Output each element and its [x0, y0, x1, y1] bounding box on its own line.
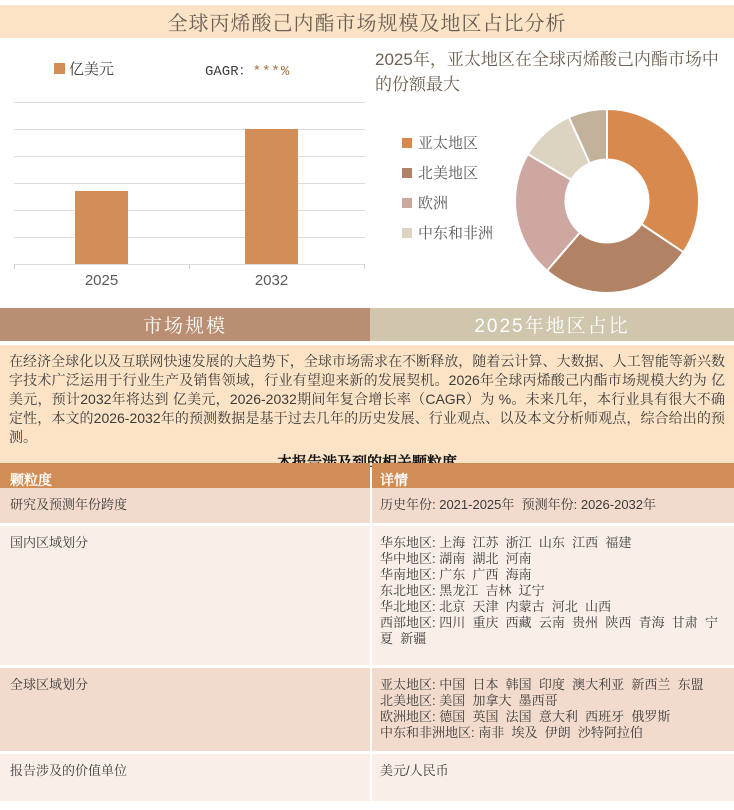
- bar-plot-area: [14, 102, 365, 264]
- gridline: [14, 156, 365, 157]
- summary-block: [0, 345, 734, 463]
- row-label-cell: [0, 488, 370, 523]
- detail-line: 东北地区: 黑龙江 吉林 辽宁: [380, 583, 545, 598]
- axis-tick: [189, 264, 190, 269]
- detail-line: 北美地区: 美国 加拿大 墨西哥: [380, 693, 558, 708]
- legend-label: 北美地区: [418, 165, 479, 182]
- header-band: [0, 5, 734, 38]
- gridline: [14, 183, 365, 184]
- detail-line: 欧洲地区: 德国 英国 法国 意大利 西班牙 俄罗斯: [380, 709, 671, 724]
- detail-line: 华北地区: 北京 天津 内蒙古 河北 山西: [380, 599, 612, 614]
- bar-chart-legend: [54, 58, 114, 79]
- x-axis-label: 2032: [254, 272, 289, 289]
- legend-swatch-icon: [402, 138, 412, 148]
- detail-line: 华南地区: 广东 广西 海南: [380, 567, 532, 582]
- bar-2032: [245, 129, 298, 264]
- pie-heading: 2025年，亚太地区在全球丙烯酸己内酯市场中的份额最大: [375, 50, 719, 94]
- tab-market-size[interactable]: 市场规模: [0, 308, 370, 341]
- bar-2025: [75, 191, 128, 264]
- row-details-cell: [372, 754, 734, 801]
- donut-chart: [513, 107, 701, 295]
- table-header-row: [0, 463, 734, 488]
- legend-swatch-icon: [402, 198, 412, 208]
- legend-item: [402, 134, 493, 153]
- axis-tick: [364, 264, 365, 269]
- detail-line: 亚太地区: 中国 日本 韩国 印度 澳大利亚 新西兰 东盟: [380, 677, 704, 692]
- detail-line: 华中地区: 湖南 湖北 河南: [380, 551, 532, 566]
- row-details-cell: [372, 668, 734, 751]
- legend-item: [402, 164, 493, 183]
- market-size-bar-chart: [10, 45, 368, 297]
- tab-region-share[interactable]: 2025年地区占比: [370, 308, 734, 341]
- legend-label: 中东和非洲: [418, 225, 494, 242]
- table-row: [0, 754, 734, 801]
- table-row: [0, 526, 734, 665]
- row-details-cell: [372, 526, 734, 665]
- table-row: [0, 488, 734, 523]
- axis-tick: [14, 264, 15, 269]
- row-details-cell: [372, 488, 734, 523]
- row-label-cell: [0, 668, 370, 751]
- cagr-annotation: [205, 60, 290, 80]
- legend-item: [402, 224, 493, 243]
- row-label-cell: [0, 754, 370, 801]
- detail-line: 中东和非洲地区: 南非 埃及 伊朗 沙特阿拉伯: [380, 725, 643, 740]
- gridline: [14, 210, 365, 211]
- row-label: 国内区域划分: [10, 535, 89, 550]
- row-label: 研究及预测年份跨度: [10, 497, 128, 512]
- cagr-value: ***%: [252, 64, 291, 80]
- x-axis-label: 2025: [84, 272, 119, 289]
- table-row: [0, 668, 734, 751]
- unit-legend-swatch-icon: [54, 63, 65, 74]
- row-label: 全球区域划分: [10, 677, 89, 692]
- detail-line: 历史年份: 2021-2025年 预测年份: 2026-2032年: [380, 497, 657, 512]
- row-label: 报告涉及的价值单位: [10, 763, 128, 778]
- legend-item: [402, 194, 493, 213]
- row-label-cell: [0, 526, 370, 665]
- legend-swatch-icon: [402, 168, 412, 178]
- pie-legend: [402, 134, 493, 254]
- gridline: [14, 129, 365, 130]
- detail-line: 美元/人民币: [380, 763, 449, 778]
- unit-legend-label: 亿美元: [69, 61, 115, 78]
- section-tabs: [0, 308, 734, 341]
- page-title: 全球丙烯酸己内酯市场规模及地区占比分析: [167, 13, 567, 35]
- cagr-label: GAGR：: [205, 64, 253, 80]
- legend-label: 欧洲: [418, 195, 449, 212]
- granularity-table: [0, 463, 734, 801]
- detail-line: 西部地区: 四川 重庆 西藏 云南 贵州 陕西 青海 甘肃 宁夏 新疆: [380, 615, 719, 646]
- summary-paragraph: 在经济全球化以及互联网快速发展的大趋势下，全球市场需求在不断释放，随着云计算、大数据、人工智能等新兴数字技术广泛运用于行业生产及销售领域，行业有望迎来新的发展契机。2026年全球丙烯酸己内酯市场规模大约为 亿美元，预计2032年将达到 亿美元，2026-2032期间年复合增长率（CAGR）为 %。未来几年，本行业具有很大不确定性，本文的2026-2032年的预测数据是基于过去几年的历史发展、行业观点、以及本文分析师观点，综合给出的预测。: [9, 353, 725, 445]
- detail-line: 华东地区: 上海 江苏 浙江 山东 江西 福建: [380, 535, 632, 550]
- header-cell-details: 详情: [372, 463, 734, 488]
- gridline: [14, 102, 365, 103]
- header-cell-granularity: 颗粒度: [0, 463, 370, 488]
- gridline: [14, 237, 365, 238]
- legend-swatch-icon: [402, 228, 412, 238]
- legend-label: 亚太地区: [418, 135, 479, 152]
